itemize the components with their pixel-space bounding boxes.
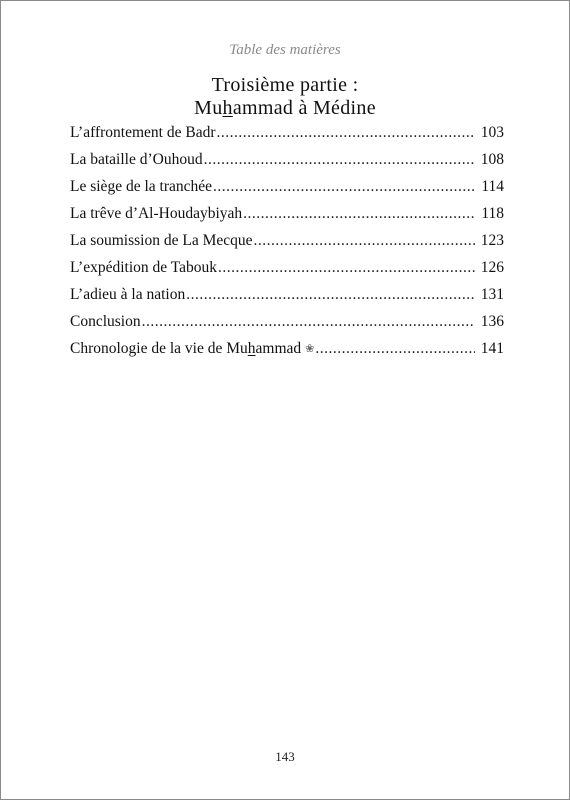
toc-entry-page: 114 — [481, 178, 504, 195]
toc-entry-page: 131 — [480, 286, 504, 303]
toc-entry-title: La trêve d’Al-Houdaybiyah — [70, 205, 243, 222]
toc-entry-title: Le siège de la tranchée — [70, 178, 212, 195]
toc-entry-title: L’expédition de Tabouk — [70, 259, 218, 276]
dot-leader — [243, 205, 475, 223]
toc-entry-title: Conclusion — [70, 313, 141, 330]
dot-leader — [186, 286, 475, 304]
part-title-line-2-underlined: h — [222, 97, 233, 119]
dot-leader — [315, 340, 475, 358]
toc-entry-title — [70, 340, 314, 358]
page-number: 143 — [275, 749, 295, 764]
toc-entry-tabouk[interactable] — [70, 259, 504, 286]
toc-entry-badr[interactable] — [70, 124, 504, 151]
toc-entry-title: L’affrontement de Badr — [70, 124, 216, 141]
dot-leader — [216, 124, 475, 142]
toc-entry-title: La bataille d’Ouhoud — [70, 151, 203, 168]
toc-entry-page: 123 — [480, 232, 504, 249]
part-title-line-1: Troisième partie : — [211, 74, 359, 96]
toc-entry-la-mecque[interactable] — [70, 232, 504, 259]
toc-entry-page: 141 — [480, 340, 504, 357]
toc-entry-title: L’adieu à la nation — [70, 286, 186, 303]
dot-leader — [254, 232, 475, 250]
toc-entry-title-underlined: h — [247, 340, 256, 357]
toc-entry-chronologie[interactable] — [70, 340, 504, 367]
honorific-calligraphy-icon: ❀ — [305, 343, 315, 355]
toc-entry-houdaybiyah[interactable] — [70, 205, 504, 232]
toc-entry-title-start: Chronologie de la vie de Mu — [70, 340, 248, 357]
toc-entry-page: 108 — [480, 151, 504, 168]
toc-entry-page: 136 — [480, 313, 504, 330]
toc-entry-ouhoud[interactable] — [70, 151, 504, 178]
dot-leader — [142, 313, 475, 331]
dot-leader — [218, 259, 475, 277]
toc-entry-page: 118 — [481, 205, 504, 222]
toc-entry-page: 126 — [480, 259, 504, 276]
part-title-line-2 — [0, 97, 570, 120]
dot-leader — [213, 178, 475, 196]
toc-entry-adieu[interactable] — [70, 286, 504, 313]
toc-entry-title: La soumission de La Mecque — [70, 232, 253, 249]
table-of-contents — [70, 124, 504, 367]
part-title — [0, 74, 570, 120]
part-title-line-2-start: Mu — [194, 97, 223, 119]
running-header: Table des matières — [229, 42, 341, 58]
toc-entry-title-end: ammad — [255, 340, 302, 357]
toc-entry-conclusion[interactable] — [70, 313, 504, 340]
dot-leader — [204, 151, 475, 169]
toc-entry-tranchee[interactable] — [70, 178, 504, 205]
part-title-line-2-end: ammad à Médine — [232, 97, 376, 119]
toc-entry-page: 103 — [480, 124, 504, 141]
